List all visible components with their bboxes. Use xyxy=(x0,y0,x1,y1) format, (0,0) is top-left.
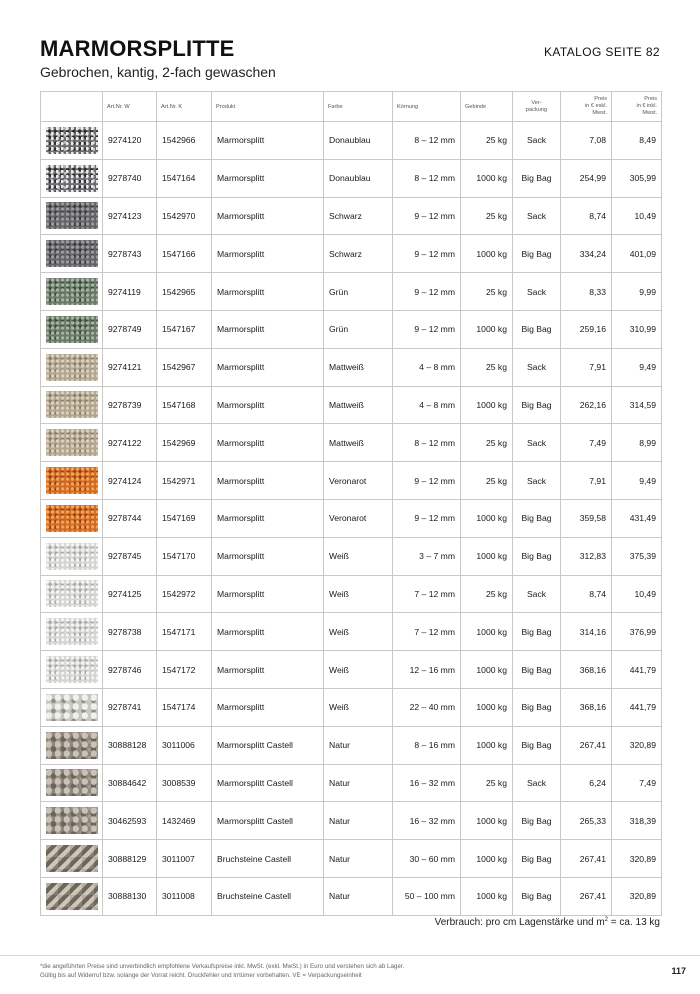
cell-image xyxy=(41,197,103,235)
product-stone-image xyxy=(46,240,98,267)
cell-art-k: 1547170 xyxy=(157,537,212,575)
cell-koernung: 9 – 12 mm xyxy=(393,197,461,235)
cell-image xyxy=(41,424,103,462)
cell-gebinde: 1000 kg xyxy=(461,499,513,537)
col-header-farbe: Farbe xyxy=(324,92,393,122)
cell-preis-exkl: 8,74 xyxy=(561,197,612,235)
cell-art-k: 1547169 xyxy=(157,499,212,537)
cell-preis-exkl: 7,08 xyxy=(561,122,612,160)
cell-preis-inkl: 431,49 xyxy=(612,499,662,537)
cell-koernung: 3 – 7 mm xyxy=(393,537,461,575)
table-header-row xyxy=(41,92,662,122)
product-stone-image xyxy=(46,354,98,381)
table-row xyxy=(41,235,662,273)
cell-produkt: Marmorsplitt xyxy=(212,159,324,197)
cell-koernung: 9 – 12 mm xyxy=(393,235,461,273)
col-header-gebinde: Gebinde xyxy=(461,92,513,122)
cell-art-w: 9274125 xyxy=(103,575,157,613)
cell-art-w: 9274124 xyxy=(103,462,157,500)
cell-verpackung: Sack xyxy=(513,122,561,160)
cell-gebinde: 25 kg xyxy=(461,348,513,386)
cell-verpackung: Big Bag xyxy=(513,840,561,878)
cell-preis-exkl: 254,99 xyxy=(561,159,612,197)
table-row xyxy=(41,273,662,311)
cell-verpackung: Big Bag xyxy=(513,159,561,197)
cell-art-k: 3011007 xyxy=(157,840,212,878)
cell-verpackung: Big Bag xyxy=(513,651,561,689)
cell-koernung: 9 – 12 mm xyxy=(393,310,461,348)
cell-koernung: 4 – 8 mm xyxy=(393,386,461,424)
product-stone-image xyxy=(46,505,98,532)
cell-farbe: Grün xyxy=(324,273,393,311)
cell-art-w: 30888128 xyxy=(103,726,157,764)
cell-farbe: Natur xyxy=(324,764,393,802)
cell-preis-inkl: 8,99 xyxy=(612,424,662,462)
cell-art-k: 1542967 xyxy=(157,348,212,386)
cell-image xyxy=(41,310,103,348)
cell-produkt: Marmorsplitt xyxy=(212,651,324,689)
cell-produkt: Marmorsplitt Castell xyxy=(212,764,324,802)
table-row xyxy=(41,613,662,651)
table-row xyxy=(41,424,662,462)
cell-preis-inkl: 310,99 xyxy=(612,310,662,348)
cell-art-w: 9278745 xyxy=(103,537,157,575)
table-row xyxy=(41,651,662,689)
cell-preis-exkl: 7,49 xyxy=(561,424,612,462)
cell-art-k: 3008539 xyxy=(157,764,212,802)
cell-verpackung: Big Bag xyxy=(513,802,561,840)
cell-image xyxy=(41,122,103,160)
cell-farbe: Mattweiß xyxy=(324,386,393,424)
cell-produkt: Bruchsteine Castell xyxy=(212,840,324,878)
cell-preis-inkl: 7,49 xyxy=(612,764,662,802)
product-stone-image xyxy=(46,391,98,418)
product-stone-image xyxy=(46,732,98,759)
table-row xyxy=(41,122,662,160)
product-stone-image xyxy=(46,883,98,910)
cell-preis-inkl: 314,59 xyxy=(612,386,662,424)
cell-preis-inkl: 318,39 xyxy=(612,802,662,840)
cell-preis-exkl: 368,16 xyxy=(561,688,612,726)
col-header-preis-exkl: Preis in € exkl. Mwst. xyxy=(561,92,612,122)
cell-art-w: 9278743 xyxy=(103,235,157,273)
footer-divider xyxy=(0,955,700,956)
cell-image xyxy=(41,688,103,726)
product-stone-image xyxy=(46,807,98,834)
cell-art-w: 9278746 xyxy=(103,651,157,689)
product-stone-image xyxy=(46,618,98,645)
table-row xyxy=(41,688,662,726)
col-header-produkt: Produkt xyxy=(212,92,324,122)
product-stone-image xyxy=(46,429,98,456)
cell-produkt: Marmorsplitt xyxy=(212,122,324,160)
cell-farbe: Mattweiß xyxy=(324,348,393,386)
cell-koernung: 8 – 12 mm xyxy=(393,159,461,197)
cell-art-w: 9278749 xyxy=(103,310,157,348)
cell-art-k: 1542972 xyxy=(157,575,212,613)
col-header-image xyxy=(41,92,103,122)
product-stone-image xyxy=(46,845,98,872)
cell-art-k: 1542971 xyxy=(157,462,212,500)
cell-art-k: 1542965 xyxy=(157,273,212,311)
table-row xyxy=(41,386,662,424)
cell-produkt: Bruchsteine Castell xyxy=(212,877,324,915)
cell-verpackung: Big Bag xyxy=(513,310,561,348)
cell-koernung: 50 – 100 mm xyxy=(393,877,461,915)
cell-preis-exkl: 8,74 xyxy=(561,575,612,613)
footer-note-2: Gültig bis auf Widerruf bzw. solange der Vorrat reicht. Druckfehler und Irrtümer vorbehalten. VE = Verpackungseinheit xyxy=(40,972,362,979)
cell-art-w: 9274123 xyxy=(103,197,157,235)
cell-art-k: 3011008 xyxy=(157,877,212,915)
cell-gebinde: 1000 kg xyxy=(461,537,513,575)
cell-gebinde: 25 kg xyxy=(461,424,513,462)
product-stone-image xyxy=(46,202,98,229)
cell-preis-exkl: 267,41 xyxy=(561,877,612,915)
cell-produkt: Marmorsplitt xyxy=(212,273,324,311)
consumption-value: = ca. 13 kg xyxy=(608,917,660,928)
product-stone-image xyxy=(46,543,98,570)
cell-verpackung: Big Bag xyxy=(513,877,561,915)
cell-verpackung: Sack xyxy=(513,197,561,235)
cell-verpackung: Sack xyxy=(513,764,561,802)
cell-art-w: 9274122 xyxy=(103,424,157,462)
cell-image xyxy=(41,159,103,197)
cell-preis-exkl: 267,41 xyxy=(561,726,612,764)
table-row xyxy=(41,348,662,386)
cell-image xyxy=(41,348,103,386)
cell-art-w: 9278740 xyxy=(103,159,157,197)
cell-art-w: 9274119 xyxy=(103,273,157,311)
cell-gebinde: 1000 kg xyxy=(461,840,513,878)
cell-produkt: Marmorsplitt xyxy=(212,462,324,500)
cell-farbe: Mattweiß xyxy=(324,424,393,462)
cell-farbe: Veronarot xyxy=(324,499,393,537)
cell-produkt: Marmorsplitt xyxy=(212,537,324,575)
table-row xyxy=(41,159,662,197)
cell-preis-inkl: 10,49 xyxy=(612,575,662,613)
col-header-koernung: Körnung xyxy=(393,92,461,122)
cell-preis-exkl: 7,91 xyxy=(561,462,612,500)
cell-art-w: 9278738 xyxy=(103,613,157,651)
page-subtitle: Gebrochen, kantig, 2-fach gewaschen xyxy=(40,64,276,80)
cell-produkt: Marmorsplitt Castell xyxy=(212,802,324,840)
cell-preis-inkl: 320,89 xyxy=(612,840,662,878)
table-row xyxy=(41,499,662,537)
cell-image xyxy=(41,726,103,764)
cell-preis-exkl: 6,24 xyxy=(561,764,612,802)
cell-art-k: 1547164 xyxy=(157,159,212,197)
cell-image xyxy=(41,840,103,878)
cell-gebinde: 1000 kg xyxy=(461,613,513,651)
col-header-art-k: Art.Nr. K xyxy=(157,92,212,122)
cell-gebinde: 1000 kg xyxy=(461,651,513,689)
cell-image xyxy=(41,273,103,311)
cell-art-k: 1547171 xyxy=(157,613,212,651)
cell-farbe: Weiß xyxy=(324,537,393,575)
cell-farbe: Natur xyxy=(324,840,393,878)
table-row xyxy=(41,802,662,840)
cell-koernung: 4 – 8 mm xyxy=(393,348,461,386)
cell-art-k: 1547167 xyxy=(157,310,212,348)
cell-verpackung: Big Bag xyxy=(513,537,561,575)
cell-art-w: 30462593 xyxy=(103,802,157,840)
cell-art-k: 1547166 xyxy=(157,235,212,273)
cell-preis-exkl: 312,83 xyxy=(561,537,612,575)
cell-koernung: 12 – 16 mm xyxy=(393,651,461,689)
cell-verpackung: Sack xyxy=(513,424,561,462)
cell-koernung: 8 – 12 mm xyxy=(393,122,461,160)
product-stone-image xyxy=(46,656,98,683)
cell-farbe: Grün xyxy=(324,310,393,348)
cell-preis-inkl: 441,79 xyxy=(612,651,662,689)
product-stone-image xyxy=(46,694,98,721)
cell-koernung: 9 – 12 mm xyxy=(393,462,461,500)
cell-preis-exkl: 265,33 xyxy=(561,802,612,840)
cell-art-w: 30888129 xyxy=(103,840,157,878)
table-row xyxy=(41,197,662,235)
cell-preis-exkl: 267,41 xyxy=(561,840,612,878)
cell-gebinde: 25 kg xyxy=(461,122,513,160)
cell-farbe: Donaublau xyxy=(324,122,393,160)
cell-art-w: 30888130 xyxy=(103,877,157,915)
cell-preis-inkl: 10,49 xyxy=(612,197,662,235)
cell-image xyxy=(41,499,103,537)
product-stone-image xyxy=(46,278,98,305)
product-stone-image xyxy=(46,316,98,343)
cell-preis-inkl: 305,99 xyxy=(612,159,662,197)
cell-produkt: Marmorsplitt xyxy=(212,499,324,537)
cell-preis-inkl: 320,89 xyxy=(612,726,662,764)
product-stone-image xyxy=(46,127,98,154)
consumption-note xyxy=(435,917,660,928)
cell-farbe: Schwarz xyxy=(324,197,393,235)
cell-gebinde: 1000 kg xyxy=(461,310,513,348)
cell-verpackung: Sack xyxy=(513,575,561,613)
cell-farbe: Weiß xyxy=(324,651,393,689)
consumption-sup: 2 xyxy=(604,917,609,923)
cell-art-k: 1542970 xyxy=(157,197,212,235)
cell-art-w: 9274120 xyxy=(103,122,157,160)
product-stone-image xyxy=(46,467,98,494)
cell-verpackung: Sack xyxy=(513,348,561,386)
cell-koernung: 8 – 12 mm xyxy=(393,424,461,462)
cell-koernung: 16 – 32 mm xyxy=(393,802,461,840)
cell-image xyxy=(41,537,103,575)
cell-produkt: Marmorsplitt xyxy=(212,197,324,235)
cell-farbe: Weiß xyxy=(324,688,393,726)
cell-preis-exkl: 368,16 xyxy=(561,651,612,689)
col-header-art-w: Art.Nr. W xyxy=(103,92,157,122)
cell-gebinde: 25 kg xyxy=(461,575,513,613)
catalog-reference: KATALOG SEITE 82 xyxy=(544,45,660,59)
cell-image xyxy=(41,613,103,651)
cell-koernung: 9 – 12 mm xyxy=(393,273,461,311)
cell-farbe: Veronarot xyxy=(324,462,393,500)
cell-art-w: 9274121 xyxy=(103,348,157,386)
cell-koernung: 7 – 12 mm xyxy=(393,613,461,651)
cell-preis-inkl: 320,89 xyxy=(612,877,662,915)
cell-art-w: 30884642 xyxy=(103,764,157,802)
footer-note-1: *die angeführten Preise sind unverbindlich empfohlene Verkaufspreise inkl. MwSt. (exkl. MwSt.) in Euro und verstehen sich ab Lager. xyxy=(40,963,405,970)
cell-preis-exkl: 314,16 xyxy=(561,613,612,651)
cell-verpackung: Sack xyxy=(513,462,561,500)
table-row xyxy=(41,537,662,575)
cell-produkt: Marmorsplitt xyxy=(212,613,324,651)
cell-koernung: 22 – 40 mm xyxy=(393,688,461,726)
page-number: 117 xyxy=(671,966,686,976)
table-row xyxy=(41,840,662,878)
cell-verpackung: Big Bag xyxy=(513,688,561,726)
cell-gebinde: 1000 kg xyxy=(461,802,513,840)
cell-preis-inkl: 375,39 xyxy=(612,537,662,575)
cell-verpackung: Sack xyxy=(513,273,561,311)
cell-preis-exkl: 8,33 xyxy=(561,273,612,311)
col-header-verpackung: Ver- packung xyxy=(513,92,561,122)
table-row xyxy=(41,877,662,915)
cell-produkt: Marmorsplitt xyxy=(212,575,324,613)
cell-farbe: Weiß xyxy=(324,613,393,651)
cell-preis-inkl: 9,99 xyxy=(612,273,662,311)
cell-art-w: 9278744 xyxy=(103,499,157,537)
cell-farbe: Natur xyxy=(324,802,393,840)
cell-gebinde: 1000 kg xyxy=(461,386,513,424)
cell-farbe: Schwarz xyxy=(324,235,393,273)
product-table xyxy=(40,91,662,916)
cell-gebinde: 25 kg xyxy=(461,197,513,235)
cell-art-k: 1547168 xyxy=(157,386,212,424)
cell-verpackung: Big Bag xyxy=(513,726,561,764)
cell-produkt: Marmorsplitt xyxy=(212,688,324,726)
cell-image xyxy=(41,802,103,840)
cell-image xyxy=(41,462,103,500)
cell-preis-exkl: 359,58 xyxy=(561,499,612,537)
consumption-text: Verbrauch: pro cm Lagenstärke und m xyxy=(434,917,605,928)
cell-verpackung: Big Bag xyxy=(513,499,561,537)
cell-art-w: 9278739 xyxy=(103,386,157,424)
cell-farbe: Donaublau xyxy=(324,159,393,197)
cell-verpackung: Big Bag xyxy=(513,235,561,273)
cell-preis-inkl: 9,49 xyxy=(612,462,662,500)
cell-art-k: 3011006 xyxy=(157,726,212,764)
cell-verpackung: Big Bag xyxy=(513,613,561,651)
table-row xyxy=(41,726,662,764)
cell-preis-inkl: 401,09 xyxy=(612,235,662,273)
cell-art-w: 9278741 xyxy=(103,688,157,726)
cell-gebinde: 1000 kg xyxy=(461,726,513,764)
cell-koernung: 30 – 60 mm xyxy=(393,840,461,878)
cell-koernung: 7 – 12 mm xyxy=(393,575,461,613)
cell-koernung: 9 – 12 mm xyxy=(393,499,461,537)
cell-farbe: Natur xyxy=(324,726,393,764)
cell-preis-inkl: 8,49 xyxy=(612,122,662,160)
cell-art-k: 1547174 xyxy=(157,688,212,726)
cell-gebinde: 25 kg xyxy=(461,273,513,311)
cell-gebinde: 1000 kg xyxy=(461,877,513,915)
cell-produkt: Marmorsplitt Castell xyxy=(212,726,324,764)
product-stone-image xyxy=(46,769,98,796)
cell-art-k: 1542966 xyxy=(157,122,212,160)
page-title: MARMORSPLITTE xyxy=(40,36,235,61)
cell-gebinde: 25 kg xyxy=(461,764,513,802)
cell-koernung: 16 – 32 mm xyxy=(393,764,461,802)
cell-produkt: Marmorsplitt xyxy=(212,348,324,386)
cell-produkt: Marmorsplitt xyxy=(212,424,324,462)
product-stone-image xyxy=(46,165,98,192)
cell-farbe: Weiß xyxy=(324,575,393,613)
cell-verpackung: Big Bag xyxy=(513,386,561,424)
cell-art-k: 1542969 xyxy=(157,424,212,462)
cell-produkt: Marmorsplitt xyxy=(212,386,324,424)
cell-art-k: 1547172 xyxy=(157,651,212,689)
cell-gebinde: 1000 kg xyxy=(461,159,513,197)
cell-image xyxy=(41,386,103,424)
cell-gebinde: 1000 kg xyxy=(461,688,513,726)
cell-art-k: 1432469 xyxy=(157,802,212,840)
cell-produkt: Marmorsplitt xyxy=(212,310,324,348)
table-row xyxy=(41,462,662,500)
table-row xyxy=(41,310,662,348)
cell-gebinde: 1000 kg xyxy=(461,235,513,273)
cell-produkt: Marmorsplitt xyxy=(212,235,324,273)
table-row xyxy=(41,575,662,613)
cell-image xyxy=(41,764,103,802)
product-stone-image xyxy=(46,580,98,607)
cell-image xyxy=(41,877,103,915)
cell-preis-exkl: 262,16 xyxy=(561,386,612,424)
cell-gebinde: 25 kg xyxy=(461,462,513,500)
cell-koernung: 8 – 16 mm xyxy=(393,726,461,764)
cell-image xyxy=(41,651,103,689)
cell-preis-inkl: 9,49 xyxy=(612,348,662,386)
cell-image xyxy=(41,575,103,613)
cell-preis-inkl: 376,99 xyxy=(612,613,662,651)
cell-preis-inkl: 441,79 xyxy=(612,688,662,726)
cell-preis-exkl: 7,91 xyxy=(561,348,612,386)
cell-farbe: Natur xyxy=(324,877,393,915)
col-header-preis-inkl: Preis in € inkl. Mwst. xyxy=(612,92,662,122)
cell-image xyxy=(41,235,103,273)
cell-preis-exkl: 259,16 xyxy=(561,310,612,348)
table-row xyxy=(41,764,662,802)
cell-preis-exkl: 334,24 xyxy=(561,235,612,273)
